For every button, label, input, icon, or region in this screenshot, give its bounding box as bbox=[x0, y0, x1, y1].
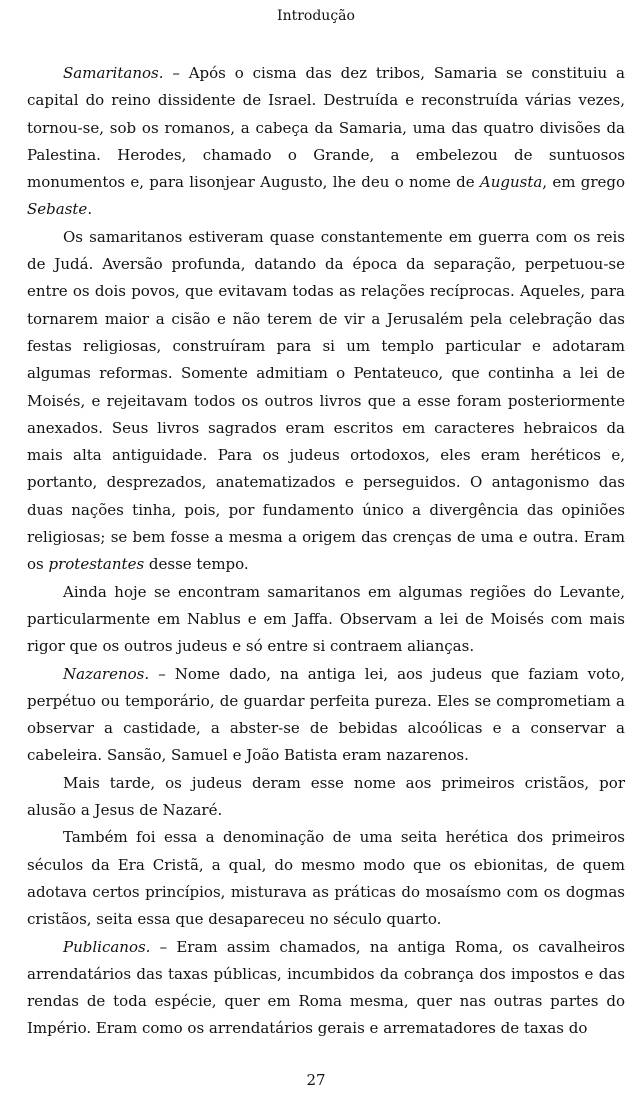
paragraph-text: – Nome dado, na antiga lei, aos judeus que faziam voto, perpétuo ou temporário, de guardar perfeita pureza. Eles se comprometiam a observar a castidade, a abster-se de bebidas alcoólicas e a conservar a cabeleira. Sansão, Samuel e João Batista eram nazarenos. bbox=[27, 664, 625, 765]
italic-augusta: Augusta bbox=[479, 173, 543, 192]
paragraph-text: – Eram assim chamados, na antiga Roma, os cavalheiros arrendatários das taxas públicas, incumbidos da cobrança dos impostos e das rendas de toda espécie, quer em Roma mesma, quer nas outras partes do Império. Eram como os arrendatários gerais e arrematadores de taxas do bbox=[27, 937, 625, 1038]
page-number: 27 bbox=[306, 1071, 326, 1089]
body-text bbox=[27, 60, 625, 1043]
paragraph-text: , em grego bbox=[542, 173, 626, 192]
paragraph-seita-heretica: Também foi essa a denominação de uma seita herética dos primeiros séculos da Era Cristã, a qual, do mesmo modo que os ebionitas, de quem adotava certos princípios, misturava as práticas do mosaísmo com os dogmas cristãos, seita essa que desapareceu no século quarto. bbox=[27, 828, 625, 929]
paragraph-text: – Após o cisma das dez tribos, Samaria se constituiu a capital do reino dissidente de Israel. Destruída e reconstruída várias vezes, tornou-se, sob os romanos, a cabeça da Samaria, uma das quatro divisões da Palestina. Herodes, chamado o Grande, a embelezou de suntuosos monumentos e, para lisonjear Augusto, lhe deu o nome de bbox=[27, 64, 625, 192]
paragraph-nazarenos bbox=[27, 661, 625, 770]
paragraph-samaritanos bbox=[27, 60, 625, 224]
term-publicanos: Publicanos. bbox=[63, 937, 151, 956]
paragraph-samaritanos-guerra bbox=[27, 224, 625, 579]
term-nazarenos: Nazarenos. bbox=[63, 664, 150, 683]
paragraph-publicanos bbox=[27, 934, 625, 1043]
italic-sebaste: Sebaste bbox=[27, 200, 88, 219]
running-head: Introdução bbox=[277, 8, 355, 24]
term-samaritanos: Samaritanos. bbox=[63, 64, 164, 82]
paragraph-text: Os samaritanos estiveram quase constantemente em guerra com os reis de Judá. Aversão profunda, datando da época da separação, perpetuou-se entre os dois povos, que evitavam todas as relações recíprocas. Aqueles, para tornarem maior a cisão e não terem de vir a Jerusalém pela celebração das festas religiosas, construíram para si um templo particular e adotaram algumas reformas. Somente admitiam o Pentateuco, que continha a lei de Moisés, e rejeitavam todos os outros livros que a esse foram posteriormente anexados. Seus livros sagrados eram escritos em caracteres hebraicos da mais alta antiguidade. Para os judeus ortodoxos, eles eram heréticos e, portanto, desprezados, anatematizados e perseguidos. O antagonismo das duas nações tinha, pois, por fundamento único a divergência das opiniões religiosas; se bem fosse a mesma a origem das crenças de uma e outra. Eram os bbox=[27, 227, 625, 574]
paragraph-text: desse tempo. bbox=[144, 555, 249, 574]
italic-protestantes: protestantes bbox=[48, 555, 145, 574]
paragraph-nazarenos-cristaos: Mais tarde, os judeus deram esse nome aos primeiros cristãos, por alusão a Jesus de Nazaré. bbox=[27, 773, 625, 820]
paragraph-text: . bbox=[87, 200, 93, 219]
paragraph-samaritanos-hoje: Ainda hoje se encontram samaritanos em algumas regiões do Levante, particularmente em Nablus e em Jaffa. Observam a lei de Moisés com mais rigor que os outros judeus e só entre si contraem alianças. bbox=[27, 582, 625, 656]
